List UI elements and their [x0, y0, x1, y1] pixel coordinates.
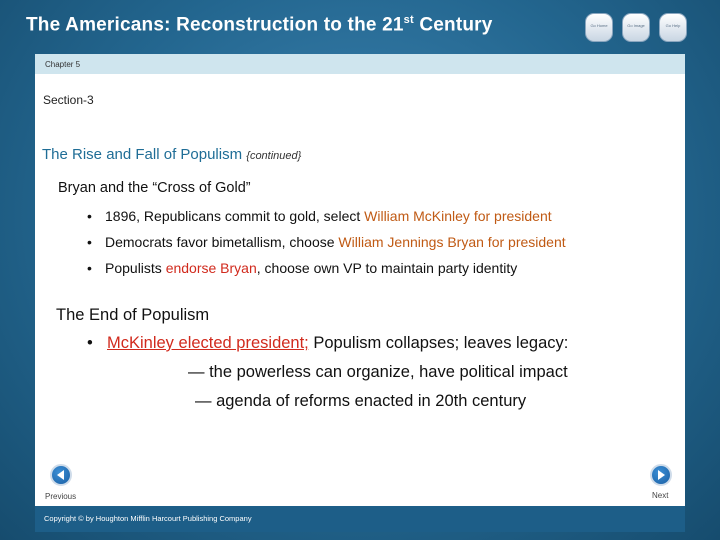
slide-panel [35, 54, 685, 532]
next-arrow-icon[interactable] [650, 464, 672, 486]
section-label: Section-3 [43, 93, 94, 107]
slide-heading: The Rise and Fall of Populism {continued} [42, 146, 302, 163]
chapter-bar [35, 54, 685, 74]
footer-bar [35, 506, 685, 532]
chapter-label: Chapter 5 [45, 60, 81, 69]
legacy-line-2: — agenda of reforms enacted in 20th century [195, 392, 527, 410]
bullet-1896: • 1896, Republicans commit to gold, select William McKinley for president [87, 208, 552, 224]
subheading-cross-of-gold: Bryan and the “Cross of Gold” [58, 180, 251, 196]
bullet-populists: • Populists endorse Bryan, choose own VP to maintain party identity [87, 260, 518, 276]
previous-label[interactable]: Previous [45, 492, 77, 501]
presentation-title: The Americans: Reconstruction to the 21st Century [26, 14, 493, 36]
subheading-end-of-populism: The End of Populism [56, 306, 210, 324]
image-button[interactable]: Go Image [622, 13, 650, 42]
legacy-line-1: — the powerless can organize, have political impact [188, 363, 568, 381]
help-button[interactable]: Go Help [659, 13, 687, 42]
home-button[interactable]: Go Home [585, 13, 613, 42]
next-label[interactable]: Next [652, 491, 669, 500]
copyright-text: Copyright © by Houghton Mifflin Harcourt Publishing Company [44, 514, 252, 523]
bullet-democrats: • Democrats favor bimetallism, choose William Jennings Bryan for president [87, 234, 566, 250]
bullet-mckinley: • McKinley elected president; Populism collapses; leaves legacy: [87, 334, 569, 352]
previous-arrow-icon[interactable] [50, 464, 72, 486]
